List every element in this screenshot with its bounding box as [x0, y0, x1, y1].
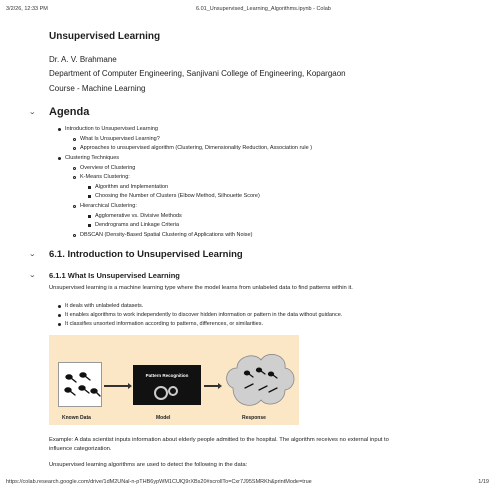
list-item: It deals with unlabeled datasets. [58, 303, 143, 309]
section-611-header[interactable] [30, 268, 470, 282]
bullet-icon [88, 224, 91, 227]
arrow-icon [104, 385, 129, 387]
bullet-icon [58, 305, 61, 308]
bullet-icon [88, 215, 91, 218]
model-label: Pattern Recognition [145, 373, 189, 378]
chevron-down-icon[interactable]: ⌄ [28, 251, 37, 258]
print-header [6, 6, 489, 16]
known-data-box [58, 362, 102, 407]
chevron-down-icon[interactable]: ⌄ [28, 272, 37, 279]
agenda-section-header[interactable] [30, 105, 470, 119]
list-item: Approaches to unsupervised algorithm (Clustering, Dimensionality Reduction, Association rule ) [73, 145, 312, 151]
example-line-1: Example: A data scientist inputs information about elderly people admitted to the hospital. The algorithm receives no external input to [49, 437, 389, 443]
page-number: 1/19 [478, 479, 489, 485]
caption-model: Model [156, 415, 171, 421]
example-line-3: Unsupervised learning algorithms are used to detect the following in the data: [49, 462, 248, 468]
section-61-heading: 6.1. Introduction to Unsupervised Learning [49, 248, 243, 260]
bullet-icon [58, 314, 61, 317]
unsupervised-learning-figure [49, 335, 299, 425]
chevron-down-icon[interactable]: ⌄ [28, 109, 37, 116]
course-line: Course - Machine Learning [49, 84, 146, 93]
list-item: It classifies unsorted information according to patterns, differences, or similarities. [58, 321, 263, 327]
print-date: 3/2/26, 12:33 PM [6, 6, 48, 12]
list-item: Agglomerative vs. Divisive Methods [88, 213, 182, 219]
section-61-header[interactable] [30, 247, 470, 261]
list-item: What Is Unsupervised Learning? [73, 136, 160, 142]
clusters-cloud-icon [219, 348, 299, 418]
bullet-icon [58, 128, 61, 131]
list-item: It enables algorithms to work independently to discover hidden information or pattern in the data without guidance. [58, 312, 342, 318]
list-item: K-Means Clustering: [73, 174, 130, 180]
list-item: Choosing the Number of Clusters (Elbow Method, Silhouette Score) [88, 193, 260, 199]
bullet-icon [58, 323, 61, 326]
gears-icon [133, 365, 201, 405]
agenda-heading: Agenda [49, 106, 90, 118]
print-footer [6, 479, 489, 489]
arrow-icon [204, 385, 219, 387]
list-item: Introduction to Unsupervised Learning [58, 126, 158, 132]
bullet-icon [73, 167, 76, 170]
bullet-icon [58, 157, 61, 160]
section-611-heading: 6.1.1 What Is Unsupervised Learning [49, 270, 180, 280]
bullet-icon [88, 186, 91, 189]
spoons-forks-icon [59, 363, 103, 408]
bullet-icon [73, 138, 76, 141]
bullet-icon [73, 176, 76, 179]
print-doc-title: 6.01_Unsupervised_Learning_Algorithms.ipynb - Colab [196, 6, 331, 12]
list-item: Dendrograms and Linkage Criteria [88, 222, 179, 228]
example-line-2: influence categorization. [49, 446, 112, 452]
intro-paragraph: Unsupervised learning is a machine learning type where the model learns from unlabeled data to find patterns within it. [49, 285, 353, 291]
bullet-icon [73, 205, 76, 208]
notebook-title: Unsupervised Learning [49, 31, 161, 42]
caption-response: Response [242, 415, 266, 421]
list-item: Algorithm and Implementation [88, 184, 168, 190]
list-item: Clustering Techniques [58, 155, 119, 161]
model-box [133, 365, 201, 405]
author-line: Dr. A. V. Brahmane [49, 55, 117, 64]
list-item: DBSCAN (Density-Based Spatial Clustering of Applications with Noise) [73, 232, 252, 238]
bullet-icon [73, 147, 76, 150]
print-url: https://colab.research.google.com/drive/1dM2UNal-n-pTHB6ypWM1CUlQ9rXBs20#scrollTo=Cxr7J95SMRKh&printMode=true [6, 479, 312, 485]
department-line: Department of Computer Engineering, Sanjivani College of Engineering, Kopargaon [49, 69, 346, 78]
bullet-icon [88, 195, 91, 198]
bullet-icon [73, 234, 76, 237]
list-item: Overview of Clustering [73, 165, 135, 171]
list-item: Hierarchical Clustering: [73, 203, 137, 209]
caption-known-data: Known Data [62, 415, 91, 421]
